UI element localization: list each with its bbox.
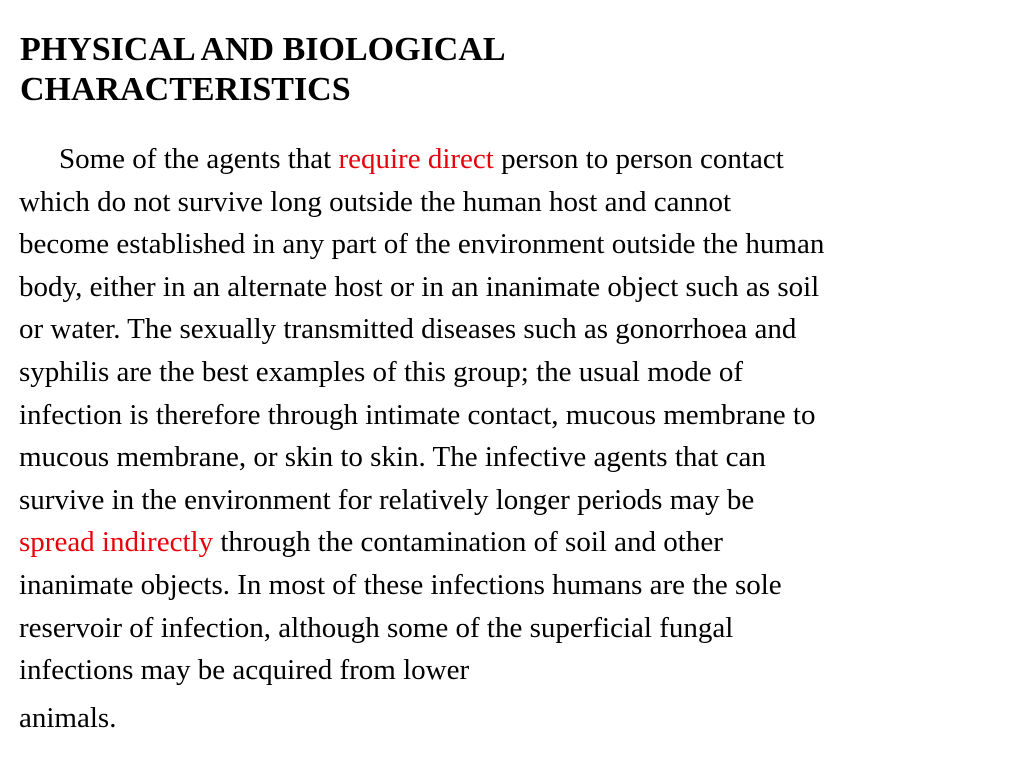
paragraph-line-2: which do not survive long outside the human host and cannot [19, 185, 732, 218]
paragraph-line-1 [19, 138, 1019, 181]
paragraph-line-10 [19, 521, 1019, 564]
title-line-2: CHARACTERISTICS [20, 71, 351, 108]
body-paragraph [19, 138, 1019, 692]
paragraph-line-3: become established in any part of the environment outside the human [19, 228, 825, 261]
highlight-spread-indirectly: spread indirectly [19, 526, 214, 559]
slide-title [20, 30, 1010, 110]
paragraph-line-6: syphilis are the best examples of this group; the usual mode of [19, 355, 744, 388]
paragraph-line-8: mucous membrane, or skin to skin. The infective agents that can [19, 441, 766, 474]
paragraph-line-9: survive in the environment for relatively longer periods may be [19, 483, 755, 516]
highlight-require-direct: require direct [338, 143, 494, 175]
paragraph-line-13: infections may be acquired from lower [19, 654, 470, 687]
line-text: person to person contact [493, 143, 784, 175]
paragraph-line-5: or water. The sexually transmitted diseases such as gonorrhoea and [19, 313, 797, 346]
paragraph-line-4: body, either in an alternate host or in an inanimate object such as soil [19, 270, 820, 303]
paragraph-line-7: infection is therefore through intimate contact, mucous membrane to [19, 398, 816, 431]
paragraph-line-12: reservoir of infection, although some of the superficial fungal [19, 611, 734, 644]
line-text: Some of the agents that [59, 143, 339, 175]
title-line-1: PHYSICAL AND BIOLOGICAL [20, 31, 506, 68]
paragraph-last-line: animals. [19, 702, 117, 734]
line-text: through the contamination of soil and other [213, 526, 723, 559]
paragraph-line-11: inanimate objects. In most of these infections humans are the sole [19, 568, 782, 601]
